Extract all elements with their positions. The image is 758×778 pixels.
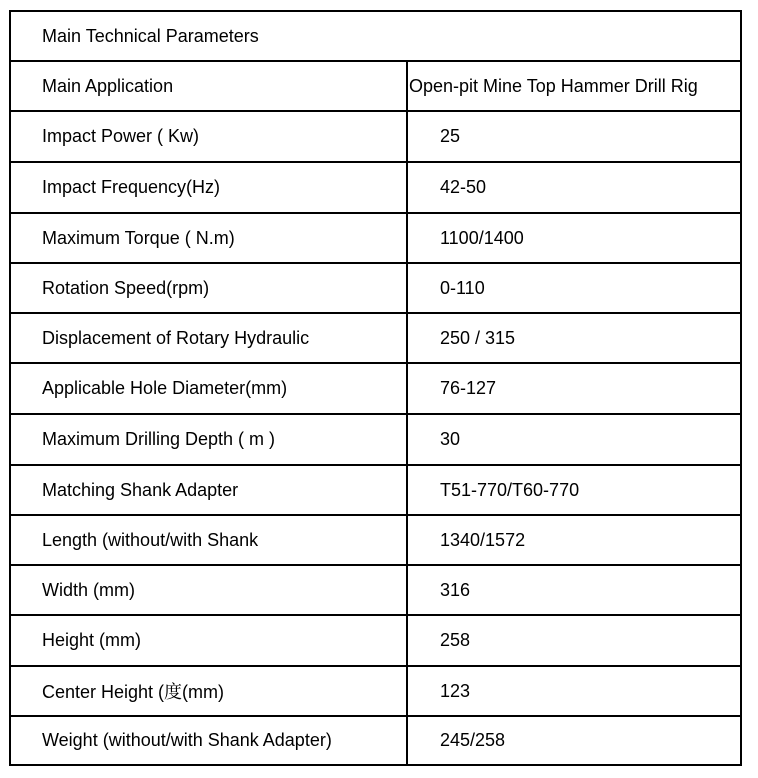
- parameter-label: Impact Power ( Kw): [42, 126, 200, 146]
- table-title-row: [11, 12, 740, 62]
- parameter-value: 30: [440, 429, 461, 449]
- table-row: [11, 163, 740, 214]
- parameter-label: Rotation Speed(rpm): [42, 277, 210, 298]
- table-row: [11, 214, 740, 264]
- parameter-label: Weight (without/with Shank Adapter): [42, 730, 332, 750]
- parameter-label: Applicable Hole Diameter(mm): [42, 378, 288, 398]
- table-row: [11, 314, 740, 364]
- parameter-value: T51-770/T60-770: [440, 479, 580, 500]
- table-row: [11, 466, 740, 516]
- table-row: [11, 616, 740, 667]
- table-row: [11, 516, 740, 566]
- table-row: [11, 264, 740, 314]
- table-row: [11, 112, 740, 163]
- parameter-value: 1340/1572: [440, 529, 526, 550]
- technical-parameters-table: [9, 10, 742, 766]
- parameter-value: 1100/1400: [440, 227, 524, 248]
- parameter-value: 76-127: [440, 378, 497, 398]
- parameter-label: Displacement of Rotary Hydraulic: [42, 327, 310, 348]
- parameter-label: Maximum Drilling Depth ( m ): [42, 429, 276, 449]
- parameter-label: Maximum Torque ( N.m): [42, 227, 235, 248]
- parameter-label: Center Height (度(mm): [42, 682, 225, 702]
- parameter-value: 250 / 315: [440, 327, 516, 348]
- table-row: [11, 667, 740, 717]
- table-row: [11, 717, 740, 764]
- parameter-value: 42-50: [440, 177, 487, 197]
- parameter-value: 123: [440, 680, 471, 701]
- parameter-value: Open-pit Mine Top Hammer Drill Rig: [409, 75, 698, 96]
- parameter-value: 316: [440, 579, 471, 600]
- parameter-label: Main Application: [42, 75, 174, 96]
- parameter-label: Impact Frequency(Hz): [42, 177, 221, 197]
- parameter-label: Matching Shank Adapter: [42, 479, 239, 500]
- parameter-label: Width (mm): [42, 579, 135, 600]
- parameter-value: 25: [440, 126, 461, 146]
- table-row: [11, 62, 740, 112]
- parameter-label: Height (mm): [42, 630, 142, 650]
- table-row: [11, 415, 740, 466]
- parameter-value: 245/258: [440, 730, 506, 750]
- parameter-value: 0-110: [440, 277, 485, 298]
- parameter-label: Length (without/with Shank: [42, 529, 259, 550]
- table-row: [11, 364, 740, 415]
- table-row: [11, 566, 740, 616]
- parameter-value: 258: [440, 630, 471, 650]
- table-title: Main Technical Parameters: [42, 25, 259, 46]
